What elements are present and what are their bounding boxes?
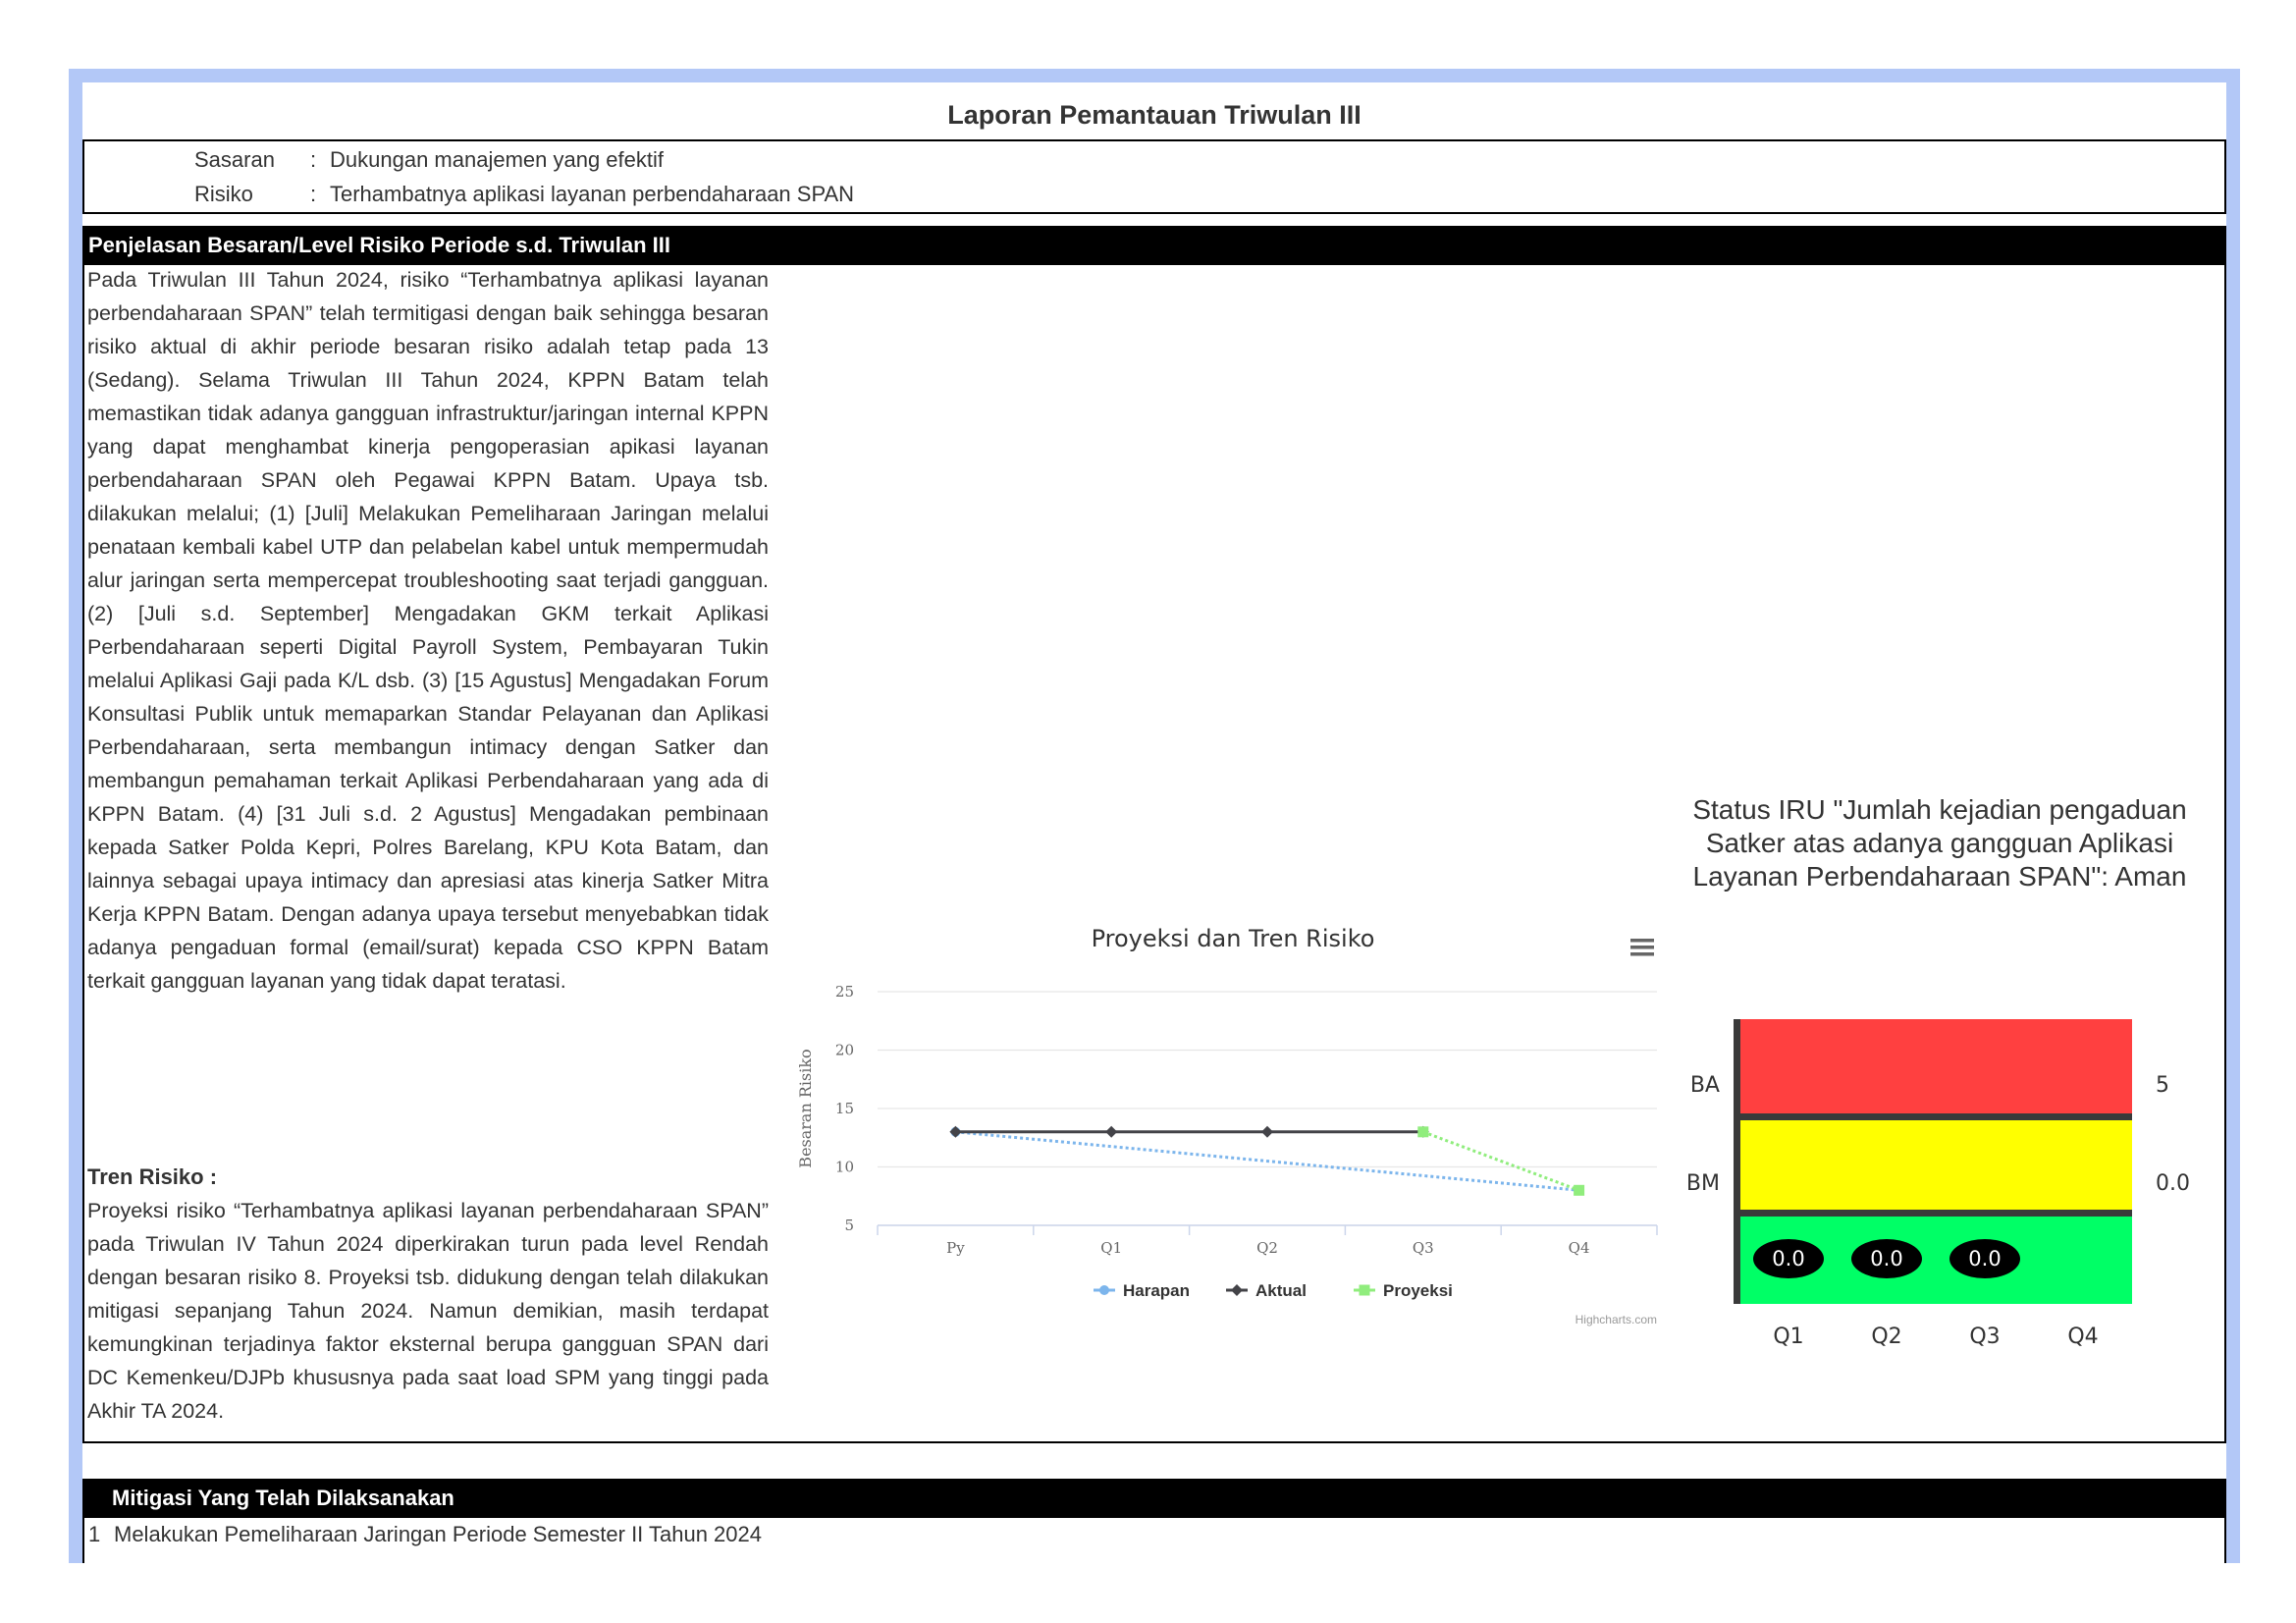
band-left-label: BA bbox=[1689, 1073, 1720, 1098]
tren-heading: Tren Risiko : bbox=[87, 1164, 218, 1189]
chart-title: Proyeksi dan Tren Risiko bbox=[1091, 925, 1375, 952]
legend-label: Harapan bbox=[1123, 1281, 1191, 1300]
status-band bbox=[1739, 1019, 2132, 1113]
legend-item-harapan[interactable] bbox=[1094, 1281, 1190, 1300]
legend-label: Aktual bbox=[1255, 1281, 1307, 1300]
x-tick-label: Q2 bbox=[1256, 1239, 1278, 1257]
section-heading-mitigasi: Mitigasi Yang Telah Dilaksanakan bbox=[82, 1479, 2226, 1518]
menu-icon-bar bbox=[1630, 946, 1654, 949]
series-line bbox=[955, 1132, 1578, 1191]
x-tick-label: Q3 bbox=[1412, 1239, 1434, 1257]
data-point bbox=[1105, 1126, 1117, 1138]
sasaran-value: Dukungan manajemen yang efektif bbox=[330, 147, 664, 172]
sasaran-row bbox=[194, 147, 664, 173]
x-tick-label: Q2 bbox=[1871, 1325, 1902, 1349]
mitigasi-list bbox=[82, 1514, 2226, 1563]
band-divider bbox=[1739, 1210, 2132, 1217]
iru-status-chart bbox=[1675, 931, 2205, 1363]
sasaran-label: Sasaran bbox=[194, 147, 275, 172]
value-label: 0.0 bbox=[1968, 1247, 2002, 1271]
section-heading-penjelasan: Penjelasan Besaran/Level Risiko Periode s.d. Triwulan III bbox=[82, 226, 2226, 265]
report-title: Laporan Pemantauan Triwulan III bbox=[947, 100, 1362, 130]
data-point bbox=[949, 1126, 961, 1138]
y-tick-label: 15 bbox=[834, 1100, 854, 1117]
data-point bbox=[1261, 1126, 1273, 1138]
tren-paragraph: Proyeksi risiko “Terhambatnya aplikasi layanan perbendaharaan SPAN” pada Triwulan IV Tahun 2024 diperkirakan turun pada level Rendah dengan besaran risiko 8. Proyeksi tsb. didukung dengan telah dilakukan mitigasi sepanjang Tahun 2024. Namun demikian, masih terdapat kemungkinan terjadinya faktor eksternal berupa gangguan SPAN dari DC Kemenkeu/DJPb khususnya pada saat load SPM yang tinggi pada Akhir TA 2024. bbox=[87, 1199, 769, 1423]
y-tick-label: 25 bbox=[834, 983, 854, 1001]
band-divider bbox=[1739, 1113, 2132, 1120]
proyeksi-tren-chart bbox=[791, 833, 1675, 1343]
iru-status-title: Status IRU "Jumlah kejadian pengaduan Satker atas adanya gangguan Aplikasi Layanan Perbendaharaan SPAN": Aman bbox=[1692, 794, 2187, 892]
data-point bbox=[1417, 1126, 1428, 1137]
legend-marker bbox=[1099, 1285, 1109, 1295]
menu-icon-bar bbox=[1630, 939, 1654, 943]
legend-item-proyeksi[interactable] bbox=[1354, 1281, 1453, 1300]
x-tick-label: Q3 bbox=[1969, 1325, 2001, 1349]
series-proyeksi[interactable] bbox=[1417, 1126, 1584, 1196]
penjelasan-paragraph: Pada Triwulan III Tahun 2024, risiko “Terhambatnya aplikasi layanan perbendaharaan SPAN” telah termitigasi dengan baik sehingga besaran risiko aktual di akhir periode besaran risiko adalah tetap pada 13 (Sedang). Selama Triwulan III Tahun 2024, KPPN Batam telah memastikan tidak adanya gangguan infrastruktur/jaringan internal KPPN yang dapat menghambat kinerja pengoperasian apikasi layanan perbendaharaan SPAN oleh Pegawai KPPN Batam. Upaya tsb. dilakukan melalui; (1) [Juli] Melakukan Pemeliharaan Jaringan melalui penataan kembali kabel UTP dan pelabelan kabel untuk mempermudah alur jaringan serta mempercepat troubleshooting saat terjadi gangguan. (2) [Juli s.d. September] Mengadakan GKM terkait Aplikasi Perbendaharaan seperti Digital Payroll System, Pembayaran Tukin melalui Aplikasi Gaji pada K/L dsb. (3) [15 Agustus] Mengadakan Forum Konsultasi Publik untuk memaparkan Standar Pelayanan dan Aplikasi Perbendaharaan, serta membangun intimacy dengan Satker dan membangun pemahaman terkait Aplikasi Perbendaharaan yang ada di KPPN Batam. (4) [31 Juli s.d. 2 Agustus] Mengadakan pembinaan kepada Satker Polda Kepri, Polres Barelang, KPU Kota Batam, dan lainnya sebagai upaya intimacy dan apresiasi atas kinerja Satker Mitra Kerja KPPN Batam. Dengan adanya upaya tersebut menyebabkan tidak adanya pengaduan formal (email/surat) kepada CSO KPPN Batam terkait gangguan layanan yang tidak dapat teratasi. bbox=[87, 268, 769, 993]
info-box bbox=[82, 139, 2226, 214]
value-pill bbox=[1851, 1239, 1922, 1278]
y-tick-label: 20 bbox=[834, 1041, 854, 1059]
x-tick-label: Q1 bbox=[1100, 1239, 1123, 1257]
series-aktual[interactable] bbox=[949, 1126, 1428, 1138]
band-right-label: 5 bbox=[2156, 1073, 2169, 1098]
y-axis-line bbox=[1734, 1019, 1740, 1304]
legend-item-aktual[interactable] bbox=[1226, 1281, 1307, 1300]
chart-credit[interactable]: Highcharts.com bbox=[1575, 1313, 1657, 1326]
value-pill bbox=[1949, 1239, 2020, 1278]
sasaran-separator: : bbox=[310, 147, 317, 172]
report-sheet bbox=[82, 82, 2226, 1563]
page-frame bbox=[69, 69, 2240, 1563]
mitigasi-item-number: 1 bbox=[88, 1522, 101, 1546]
x-tick-label: Q4 bbox=[2067, 1325, 2099, 1349]
menu-icon-bar bbox=[1630, 952, 1654, 956]
risiko-label: Risiko bbox=[194, 182, 253, 206]
value-label: 0.0 bbox=[1772, 1247, 1805, 1271]
x-tick-label: Py bbox=[946, 1239, 965, 1257]
x-tick-label: Q4 bbox=[1568, 1239, 1590, 1257]
value-pill bbox=[1753, 1239, 1824, 1278]
value-label: 0.0 bbox=[1870, 1247, 1903, 1271]
band-right-label: 0.0 bbox=[2156, 1171, 2190, 1196]
risiko-value: Terhambatnya aplikasi layanan perbendaharaan SPAN bbox=[330, 182, 855, 206]
main-content-box bbox=[82, 263, 2226, 1443]
y-tick-label: 10 bbox=[834, 1158, 854, 1176]
risiko-separator: : bbox=[310, 182, 317, 206]
legend-marker bbox=[1231, 1284, 1243, 1296]
band-left-label: BM bbox=[1685, 1171, 1720, 1196]
data-point bbox=[1574, 1185, 1584, 1196]
x-tick-label: Q1 bbox=[1773, 1325, 1804, 1349]
legend-marker bbox=[1360, 1285, 1370, 1296]
hamburger-menu-icon[interactable] bbox=[1630, 939, 1654, 956]
y-axis-title: Besaran Risiko bbox=[796, 1049, 815, 1168]
risiko-row bbox=[194, 182, 854, 207]
legend-label: Proyeksi bbox=[1383, 1281, 1453, 1300]
mitigasi-item-text: Melakukan Pemeliharaan Jaringan Periode Semester II Tahun 2024 bbox=[114, 1522, 762, 1546]
status-band bbox=[1739, 1115, 2132, 1210]
mitigasi-item bbox=[88, 1522, 762, 1547]
y-tick-label: 5 bbox=[844, 1217, 854, 1234]
